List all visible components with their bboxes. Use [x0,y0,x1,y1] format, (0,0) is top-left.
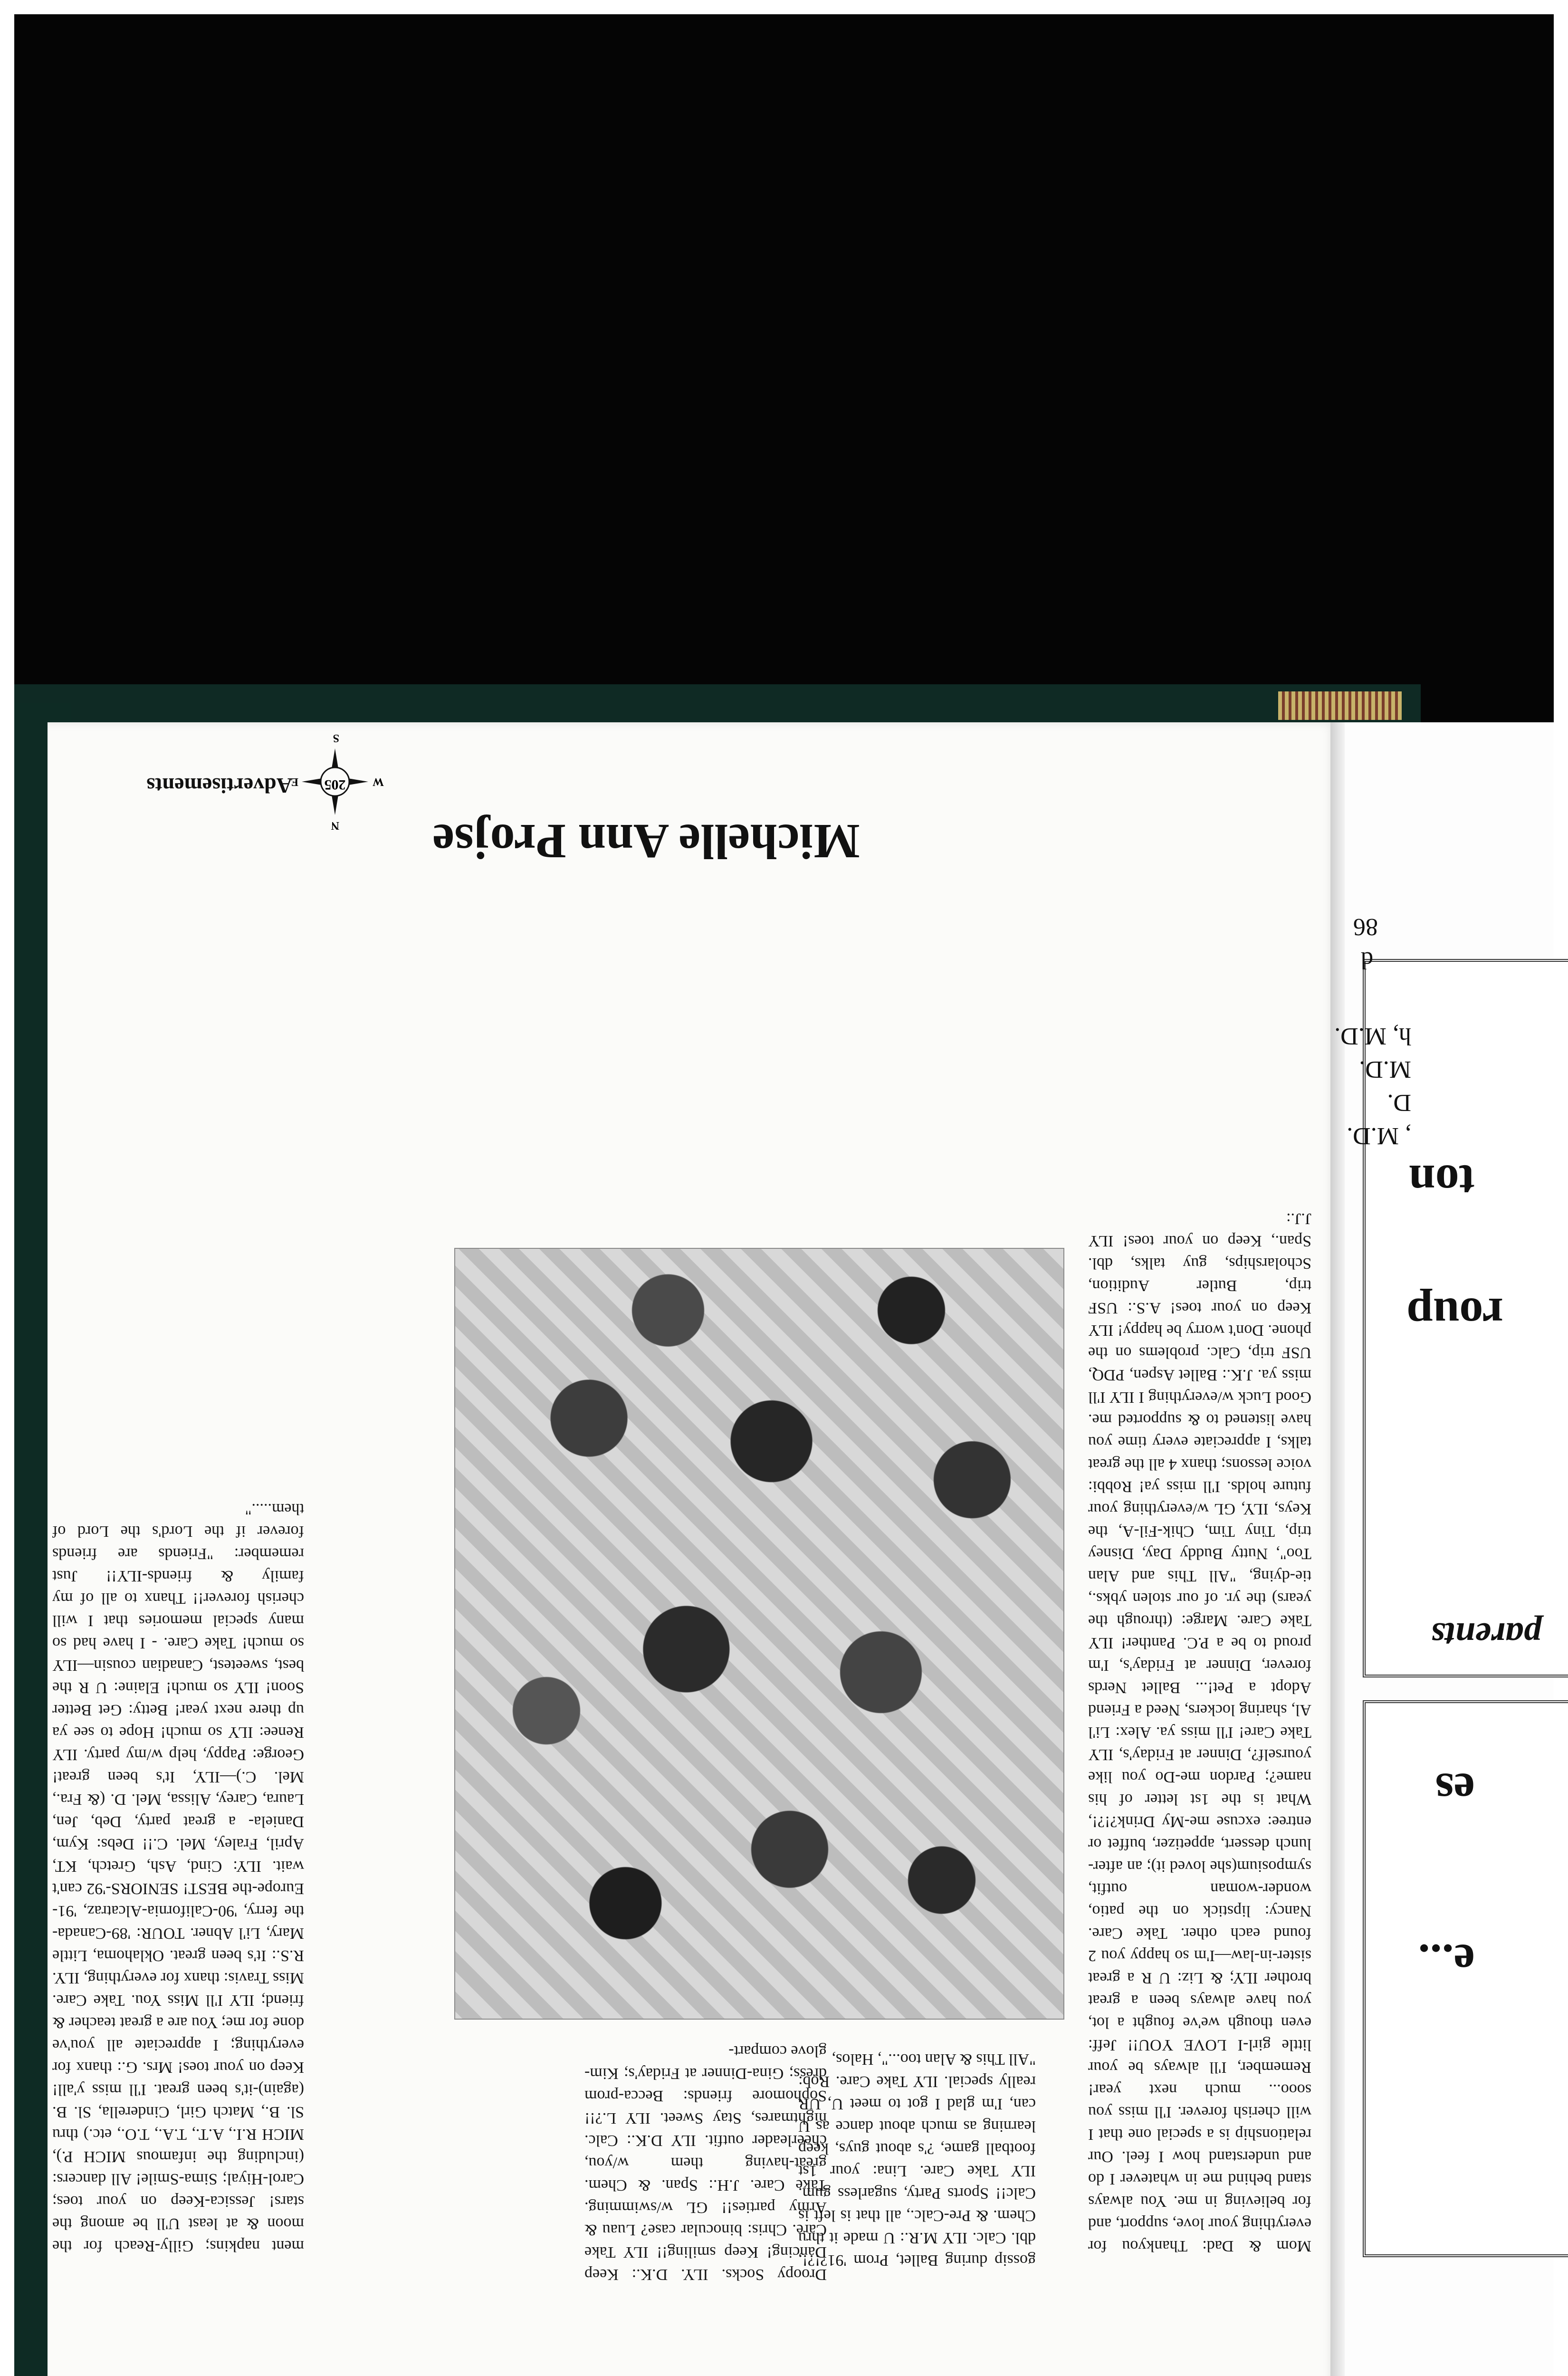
group-photo-collage [454,1248,1064,2020]
ad-fragment-e: e... [1418,1935,1475,1987]
ad-fragment-es: es [1435,1763,1475,1816]
ad-fragment-86: 86 [1353,913,1378,940]
text-column-3: Droopy Socks. ILY. D.K.: Keep Dancing! Keep smiling!! ILY Take Care. Chris: binocular case? Luau & Army parties!! GL w/swimming. Take Care. J.H.: Span. & Chem. great-having them w/you, cheerleader outfit. ILY D.K.: Calc. nightmares, Stay Sweet. ILY L.?!! Sophomore friends: Becca-prom dress; Gina-Dinner at Friday's; Kim-glove compart- [584,2042,827,2283]
ad-fragment-md-3: M.D. [1359,1056,1411,1083]
section-label: Advertisements [146,774,292,798]
ad-fragment-parents: parents [1431,1615,1541,1655]
book-cover-edge [14,684,1421,727]
text-column-2: gossip during Ballet, Prom '91?!?!, dbl. Calc. ILY M.R.: U made it thru Chem. & Pre-Calc., all that is left is Calc!! Sports Party, sugarless gum. ILY Take Care. Lina: your 1st football game, ?'s about guys, keep learning as much about dance as U can, I'm glad I got to meet U, UR really special. ILY Take Care. Rob: "All This & Alan too...", Halos, [798,2050,1036,2269]
ad-box-lower [1363,1700,1568,2257]
page-title: Michelle Ann Projse [432,814,860,869]
dark-background [14,14,1554,722]
ad-fragment-ton: ton [1409,1155,1475,1208]
compass-south: S [333,732,339,744]
facing-page-content [1145,722,1554,2376]
ad-fragment-d: d [1361,947,1373,974]
compass-east: E [290,776,298,788]
ad-fragment-md-1: , M.D. [1347,1122,1411,1150]
ad-fragment-md-4: h, M.D. [1334,1023,1411,1050]
text-column-1: Mom & Dad: Thankyou for everything your love, support, and for believing in me. You always stand behind me in whatever I do and understand how I feel. Our relationship is a special one that I will cherish forever. I'll miss you sooo... much next year! Remember, I'll always be your little girl-I LOVE YOU!! Jeff: even though we've fought a lot, you have always been a great brother ILY; & Liz: U R a great sister-in-law—I'm so happy you 2 found each other. Take Care. Nancy: lipstick on the patio, wonder-woman outfit, symposium(she loved it); an after-lunch dessert, appetizer, buffet or entree: excuse me-My Drink?!?!, What is the 1st letter of his name?; Pardon me-Do you like yourself?, Dinner at Friday's, ILY Take Care! I'll miss ya. Alex: Li'l Al, sharing lockers, Need a Friend Adopt a Pet!... Ballet Nerds forever, Dinner at Friday's, I'm proud to be a P.C. Panther! ILY Take Care. Marge: (through the years) the yr. of our stolen ybks., tie-dying, "All This and Alan Too", Nutty Buddy Day, Disney trip, Tiny Tim, Chik-Fil-A, the Keys, ILY, GL w/everything your future holds. I'll miss ya! Robbi: voice lessons; thanx 4 all the great talks, I appreciate every time you have listened to & supported me. Good Luck w/everything I ILY I'll miss ya. J.K.: Ballet Aspen, PDQ, USF trip, Calc. problems on the phone. Don't worry be happy! ILY Keep on your toes! A.S.: USF trip, Butler Audition, Scholarships, guy talks, dbl. Span., Keep on your toes! ILY J.J.: [1088,1210,1311,2255]
compass-north: N [331,819,339,832]
compass-west: W [373,776,384,788]
page-footer [105,732,384,832]
book-headband [1278,691,1402,720]
ad-fragment-md-2: D. [1387,1089,1411,1116]
text-column-4: ment napkins; Gilly-Reach for the moon & at least U'll be among the stars! Jessica-Keep on your toes; Carol-Hiyal; Sima-Smile! All dancers: (including the infamous MICH P.), MICH R.I., A.T., T.A., T.O., etc.) thru Sl. B., Match Girl, Cinderella, Sl. B.(again)-it's been great. I'll miss y'all! Keep on your toes! Mrs. G.: thanx for everything; I appreciate all you've done for me; You are a great teacher & friend; ILY I'll Miss You. Take Care. Miss Travis: thanx for everything, ILY. R.S.: It's been great. Oklahoma, Little Mary, Li'l Abner. TOUR: '89-Canada-the ferry, '90-California-Alcatraz, '91-Europe-the BEST! SENIORS-'92 can't wait. ILY: Cind, Ash, Gretch, KT, April, Fraley, Mel. C.!! Debs: Kym, Daniela- a great party, Deb, Jen, Laura, Carey, Alissa, Mel. D. (& Fra., Mel. C.)—ILY, It's been great! George: Pappy, help w/my party. ILY Renee: ILY so much! Hope to see ya up there next year! Betty: Get Better Soon! ILY so much! Elaine: U R the best, sweetest, Canadian cousin—ILY so much! Take Care. - I have had so many special memories that I will cherish forever!! Thanx to all of my family & friends-ILY!! Just remember: "Friends are friends forever if the Lord's the Lord of them....." [52,1500,304,2255]
page-number: 205 [324,777,346,793]
ad-fragment-roup: roup [1406,1288,1503,1341]
